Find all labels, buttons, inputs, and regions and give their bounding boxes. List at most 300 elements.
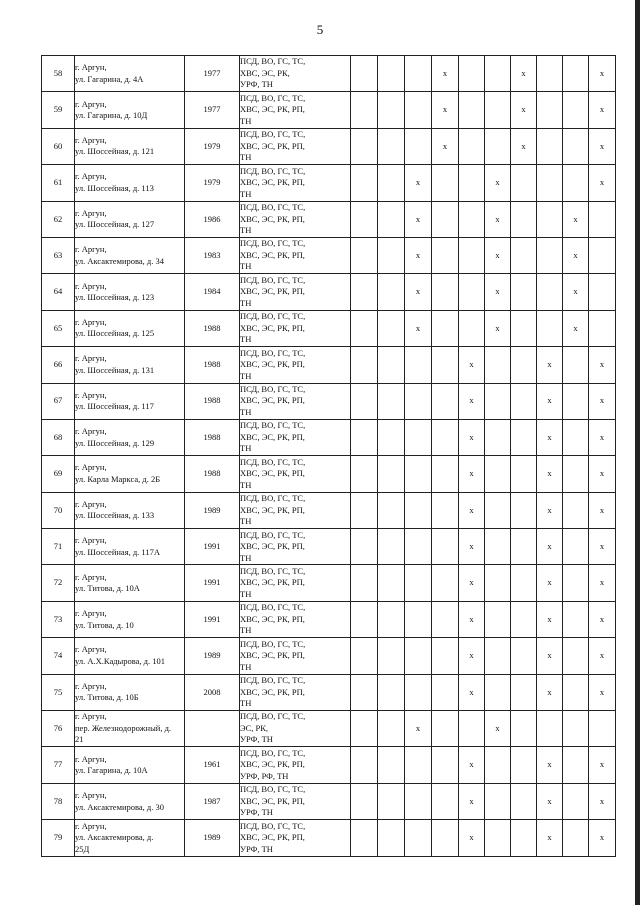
mark-cell	[485, 747, 511, 783]
table-row	[42, 274, 616, 310]
utilities-line: ТН	[240, 115, 252, 126]
address-street: ул. Шоссейная, д. 117	[75, 401, 154, 412]
table-row	[42, 601, 616, 637]
mark-cell	[378, 783, 405, 819]
utilities-line: ХВС, ЭС, РК, РП,	[240, 832, 305, 843]
utilities-line: ХВС, ЭС, РК, РП,	[240, 213, 305, 224]
mark-cell: x	[589, 456, 616, 492]
mark-cell	[351, 674, 378, 710]
mark-cell: x	[589, 92, 616, 128]
mark-cell: x	[405, 310, 432, 346]
mark-cell	[432, 310, 459, 346]
utilities-line: ТН	[240, 588, 252, 599]
mark-cell	[432, 383, 459, 419]
mark-cell	[432, 601, 459, 637]
mark-cell	[351, 419, 378, 455]
utilities-line: ХВС, ЭС, РК, РП,	[240, 541, 305, 552]
mark-cell: x	[459, 383, 485, 419]
mark-cell	[432, 820, 459, 856]
utilities-line: ТН	[240, 152, 252, 163]
mark-cell	[432, 747, 459, 783]
mark-cell: x	[432, 56, 459, 92]
mark-cell	[378, 347, 405, 383]
mark-cell	[378, 674, 405, 710]
mark-cell	[537, 165, 563, 201]
row-number: 75	[42, 674, 75, 710]
utilities-line: ХВС, ЭС, РК, РП,	[240, 322, 305, 333]
mark-cell	[432, 674, 459, 710]
mark-cell	[563, 56, 589, 92]
utilities-line: ПСД, ВО, ГС, ТС,	[240, 129, 306, 140]
utilities-line: ХВС, ЭС, РК, РП,	[240, 177, 305, 188]
mark-cell	[459, 237, 485, 273]
mark-cell: x	[405, 165, 432, 201]
mark-cell	[459, 128, 485, 164]
address-city: г. Аргун,	[75, 134, 107, 145]
utilities-line: ТН	[240, 516, 252, 527]
address-city: г. Аргун,	[75, 62, 107, 73]
mark-cell: x	[563, 310, 589, 346]
mark-cell	[378, 165, 405, 201]
row-number: 77	[42, 747, 75, 783]
address-street: ул. Гагарина, д. 10Д	[75, 110, 148, 121]
mark-cell	[351, 383, 378, 419]
mark-cell: x	[405, 274, 432, 310]
address-street: ул. Шоссейная, д. 133	[75, 510, 155, 521]
mark-cell	[485, 456, 511, 492]
mark-cell	[563, 165, 589, 201]
table-row	[42, 674, 616, 710]
address-street: ул. Шоссейная, д. 131	[75, 364, 155, 375]
address-city: г. Аргун,	[75, 426, 107, 437]
mark-cell	[351, 529, 378, 565]
address-street: ул. Титова, д. 10Б	[75, 692, 139, 703]
address-city: г. Аргун,	[75, 711, 107, 722]
year-cell: 1979	[185, 128, 240, 164]
mark-cell	[563, 638, 589, 674]
mark-cell: x	[511, 56, 537, 92]
mark-cell	[537, 310, 563, 346]
mark-cell	[351, 92, 378, 128]
mark-cell	[351, 492, 378, 528]
mark-cell	[537, 201, 563, 237]
utilities-line: ХВС, ЭС, РК, РП,	[240, 359, 305, 370]
mark-cell	[537, 711, 563, 747]
utilities-cell	[240, 56, 351, 92]
mark-cell: x	[485, 165, 511, 201]
mark-cell	[563, 565, 589, 601]
mark-cell: x	[537, 820, 563, 856]
mark-cell	[432, 347, 459, 383]
address-street: ул. Шоссейная, д. 113	[75, 182, 154, 193]
utilities-line: ПСД, ВО, ГС, ТС,	[240, 529, 306, 540]
row-number: 68	[42, 419, 75, 455]
mark-cell: x	[459, 674, 485, 710]
mark-cell	[459, 92, 485, 128]
address-street: пер. Железнодорожный, д.	[75, 722, 172, 733]
address-cell	[75, 383, 185, 419]
mark-cell	[563, 747, 589, 783]
mark-cell: x	[537, 492, 563, 528]
mark-cell	[405, 565, 432, 601]
row-number: 58	[42, 56, 75, 92]
mark-cell	[459, 274, 485, 310]
mark-cell	[459, 711, 485, 747]
table-row	[42, 711, 616, 747]
address-city: г. Аргун,	[75, 680, 107, 691]
mark-cell	[378, 492, 405, 528]
utilities-line: ТН	[240, 698, 252, 709]
mark-cell: x	[537, 456, 563, 492]
register-table	[41, 55, 616, 857]
scan-edge-shadow	[635, 0, 640, 905]
year-cell: 1988	[185, 310, 240, 346]
mark-cell	[351, 747, 378, 783]
utilities-cell	[240, 783, 351, 819]
utilities-line: ПСД, ВО, ГС, ТС,	[240, 420, 306, 431]
mark-cell: x	[563, 274, 589, 310]
year-cell: 1988	[185, 383, 240, 419]
row-number: 67	[42, 383, 75, 419]
mark-cell	[537, 237, 563, 273]
mark-cell	[405, 638, 432, 674]
row-number: 73	[42, 601, 75, 637]
mark-cell	[563, 711, 589, 747]
address-street: ул. Аксактемирова, д. 34	[75, 255, 165, 266]
mark-cell	[405, 601, 432, 637]
mark-cell	[485, 820, 511, 856]
address-cell	[75, 201, 185, 237]
address-cell	[75, 128, 185, 164]
mark-cell: x	[511, 128, 537, 164]
mark-cell	[405, 128, 432, 164]
mark-cell	[432, 565, 459, 601]
utilities-line: УРФ, ТН	[240, 79, 273, 90]
utilities-cell	[240, 747, 351, 783]
address-cell	[75, 601, 185, 637]
mark-cell: x	[459, 638, 485, 674]
utilities-line: ПСД, ВО, ГС, ТС,	[240, 784, 306, 795]
utilities-line: УРФ, ТН	[240, 843, 273, 854]
utilities-line: ТН	[240, 479, 252, 490]
mark-cell	[351, 201, 378, 237]
utilities-cell	[240, 456, 351, 492]
address-street: ул. Шоссейная, д. 117А	[75, 546, 161, 557]
address-city: г. Аргун,	[75, 498, 107, 509]
table-row	[42, 347, 616, 383]
mark-cell: x	[563, 201, 589, 237]
utilities-line: ТН	[240, 443, 252, 454]
utilities-cell	[240, 638, 351, 674]
address-city: г. Аргун,	[75, 316, 107, 327]
utilities-line: ТН	[240, 188, 252, 199]
mark-cell: x	[432, 128, 459, 164]
utilities-line: ХВС, ЭС, РК, РП,	[240, 431, 305, 442]
table-row	[42, 310, 616, 346]
year-cell: 1989	[185, 820, 240, 856]
utilities-line: ПСД, ВО, ГС, ТС,	[240, 711, 306, 722]
mark-cell	[563, 674, 589, 710]
mark-cell	[351, 310, 378, 346]
utilities-line: ПСД, ВО, ГС, ТС,	[240, 165, 306, 176]
mark-cell	[351, 565, 378, 601]
mark-cell	[378, 56, 405, 92]
mark-cell	[432, 783, 459, 819]
utilities-cell	[240, 165, 351, 201]
year-cell: 1988	[185, 456, 240, 492]
address-city: г. Аргун,	[75, 244, 107, 255]
utilities-cell	[240, 492, 351, 528]
table-row	[42, 237, 616, 273]
mark-cell	[378, 310, 405, 346]
mark-cell	[511, 565, 537, 601]
utilities-line: ХВС, ЭС, РК, РП,	[240, 395, 305, 406]
mark-cell: x	[537, 529, 563, 565]
mark-cell	[378, 638, 405, 674]
row-number: 74	[42, 638, 75, 674]
utilities-line: ТН	[240, 334, 252, 345]
mark-cell	[432, 274, 459, 310]
address-cell	[75, 56, 185, 92]
mark-cell	[511, 419, 537, 455]
mark-cell	[485, 601, 511, 637]
mark-cell	[405, 747, 432, 783]
address-cell	[75, 529, 185, 565]
year-cell: 1977	[185, 92, 240, 128]
utilities-line: ПСД, ВО, ГС, ТС,	[240, 311, 306, 322]
table-row	[42, 165, 616, 201]
utilities-cell	[240, 820, 351, 856]
mark-cell	[537, 128, 563, 164]
mark-cell: x	[589, 674, 616, 710]
mark-cell	[432, 165, 459, 201]
mark-cell	[432, 237, 459, 273]
year-cell: 1989	[185, 638, 240, 674]
mark-cell: x	[537, 674, 563, 710]
mark-cell: x	[459, 747, 485, 783]
year-cell: 1991	[185, 565, 240, 601]
row-number: 76	[42, 711, 75, 747]
address-street: ул. Шоссейная, д. 123	[75, 292, 155, 303]
mark-cell	[405, 56, 432, 92]
mark-cell	[563, 492, 589, 528]
mark-cell	[459, 56, 485, 92]
mark-cell	[589, 310, 616, 346]
mark-cell: x	[537, 601, 563, 637]
address-city: г. Аргун,	[75, 535, 107, 546]
mark-cell	[485, 565, 511, 601]
address-street: ул. А.Х.Кадырова, д. 101	[75, 655, 166, 666]
utilities-line: ПСД, ВО, ГС, ТС,	[240, 602, 306, 613]
utilities-line: ПСД, ВО, ГС, ТС,	[240, 383, 306, 394]
address-cell	[75, 456, 185, 492]
mark-cell	[351, 56, 378, 92]
mark-cell	[459, 165, 485, 201]
mark-cell: x	[459, 456, 485, 492]
table-row	[42, 92, 616, 128]
mark-cell	[432, 419, 459, 455]
table-row	[42, 565, 616, 601]
address-city: г. Аргун,	[75, 608, 107, 619]
address-cell	[75, 783, 185, 819]
utilities-line: ТН	[240, 625, 252, 636]
mark-cell	[563, 383, 589, 419]
address-cell	[75, 674, 185, 710]
address-cell	[75, 237, 185, 273]
mark-cell	[405, 419, 432, 455]
row-number: 61	[42, 165, 75, 201]
utilities-line: ПСД, ВО, ГС, ТС,	[240, 238, 306, 249]
mark-cell: x	[459, 347, 485, 383]
mark-cell	[589, 711, 616, 747]
address-cell	[75, 310, 185, 346]
mark-cell	[511, 456, 537, 492]
mark-cell: x	[589, 529, 616, 565]
mark-cell	[378, 820, 405, 856]
table-row	[42, 747, 616, 783]
mark-cell	[485, 383, 511, 419]
mark-cell	[511, 310, 537, 346]
table-row	[42, 383, 616, 419]
mark-cell: x	[563, 237, 589, 273]
mark-cell	[351, 820, 378, 856]
mark-cell: x	[485, 201, 511, 237]
utilities-line: ТН	[240, 297, 252, 308]
utilities-line: ТН	[240, 225, 252, 235]
mark-cell	[563, 820, 589, 856]
mark-cell	[563, 419, 589, 455]
mark-cell: x	[589, 128, 616, 164]
mark-cell	[378, 419, 405, 455]
utilities-line: ПСД, ВО, ГС, ТС,	[240, 347, 306, 358]
year-cell	[185, 711, 240, 747]
mark-cell: x	[405, 237, 432, 273]
row-number: 71	[42, 529, 75, 565]
utilities-line: ХВС, ЭС, РК, РП,	[240, 104, 305, 115]
address-street: ул. Аксактемирова, д.	[75, 832, 154, 843]
mark-cell	[537, 274, 563, 310]
mark-cell: x	[405, 711, 432, 747]
address-street: ул. Титова, д. 10	[75, 619, 134, 630]
mark-cell	[563, 456, 589, 492]
utilities-cell	[240, 347, 351, 383]
mark-cell	[405, 783, 432, 819]
mark-cell: x	[589, 565, 616, 601]
address-city: г. Аргун,	[75, 98, 107, 109]
utilities-line: ТН	[240, 370, 252, 381]
mark-cell	[589, 201, 616, 237]
address-cell	[75, 92, 185, 128]
mark-cell	[378, 747, 405, 783]
mark-cell: x	[511, 92, 537, 128]
table-row	[42, 56, 616, 92]
mark-cell	[511, 747, 537, 783]
mark-cell	[511, 165, 537, 201]
utilities-line: ЭС, РК,	[240, 722, 269, 733]
address-city: г. Аргун,	[75, 280, 107, 291]
address-street: ул. Титова, д. 10А	[75, 583, 140, 594]
mark-cell	[378, 456, 405, 492]
row-number: 60	[42, 128, 75, 164]
mark-cell	[432, 201, 459, 237]
table-row	[42, 820, 616, 856]
mark-cell: x	[589, 820, 616, 856]
row-number: 65	[42, 310, 75, 346]
address-street: ул. Шоссейная, д. 125	[75, 328, 155, 339]
mark-cell: x	[537, 783, 563, 819]
table-row	[42, 201, 616, 237]
mark-cell	[405, 383, 432, 419]
mark-cell	[405, 492, 432, 528]
row-number: 72	[42, 565, 75, 601]
mark-cell	[485, 128, 511, 164]
mark-cell	[511, 711, 537, 747]
address-city: г. Аргун,	[75, 353, 107, 364]
year-cell: 1991	[185, 601, 240, 637]
address-street: ул. Карла Маркса, д. 2Б	[75, 473, 161, 484]
utilities-line: ХВС, ЭС, РК, РП,	[240, 504, 305, 515]
utilities-line: ПСД, ВО, ГС, ТС,	[240, 274, 306, 285]
mark-cell	[378, 274, 405, 310]
address-city: г. Аргун,	[75, 644, 107, 655]
utilities-line: ХВС, ЭС, РК, РП,	[240, 613, 305, 624]
mark-cell	[511, 783, 537, 819]
utilities-line: ТН	[240, 552, 252, 563]
address-city: г. Аргун,	[75, 207, 107, 218]
table-row	[42, 419, 616, 455]
utilities-line: ХВС, ЭС, РК, РП,	[240, 577, 305, 588]
address-street: ул. Шоссейная, д. 127	[75, 219, 155, 230]
mark-cell	[351, 638, 378, 674]
mark-cell	[432, 529, 459, 565]
mark-cell: x	[589, 747, 616, 783]
utilities-line: ХВС, ЭС, РК, РП,	[240, 140, 305, 151]
mark-cell: x	[589, 492, 616, 528]
mark-cell	[432, 456, 459, 492]
mark-cell	[432, 638, 459, 674]
mark-cell	[378, 711, 405, 747]
mark-cell	[405, 820, 432, 856]
utilities-cell	[240, 674, 351, 710]
utilities-line: ПСД, ВО, ГС, ТС,	[240, 638, 306, 649]
mark-cell: x	[485, 310, 511, 346]
mark-cell	[485, 347, 511, 383]
address-cell	[75, 274, 185, 310]
mark-cell	[378, 529, 405, 565]
mark-cell: x	[537, 747, 563, 783]
mark-cell	[432, 492, 459, 528]
mark-cell	[563, 529, 589, 565]
mark-cell	[563, 128, 589, 164]
mark-cell	[351, 274, 378, 310]
table-row	[42, 638, 616, 674]
mark-cell: x	[459, 783, 485, 819]
utilities-line: ПСД, ВО, ГС, ТС,	[240, 56, 306, 67]
mark-cell	[351, 711, 378, 747]
address-street: ул. Гагарина, д. 4А	[75, 73, 144, 84]
utilities-cell	[240, 201, 351, 237]
mark-cell: x	[485, 711, 511, 747]
mark-cell: x	[485, 237, 511, 273]
mark-cell: x	[459, 419, 485, 455]
table-row	[42, 456, 616, 492]
address-cell	[75, 820, 185, 856]
mark-cell	[378, 383, 405, 419]
utilities-cell	[240, 601, 351, 637]
utilities-line: ПСД, ВО, ГС, ТС,	[240, 820, 306, 831]
row-number: 66	[42, 347, 75, 383]
year-cell: 1991	[185, 529, 240, 565]
